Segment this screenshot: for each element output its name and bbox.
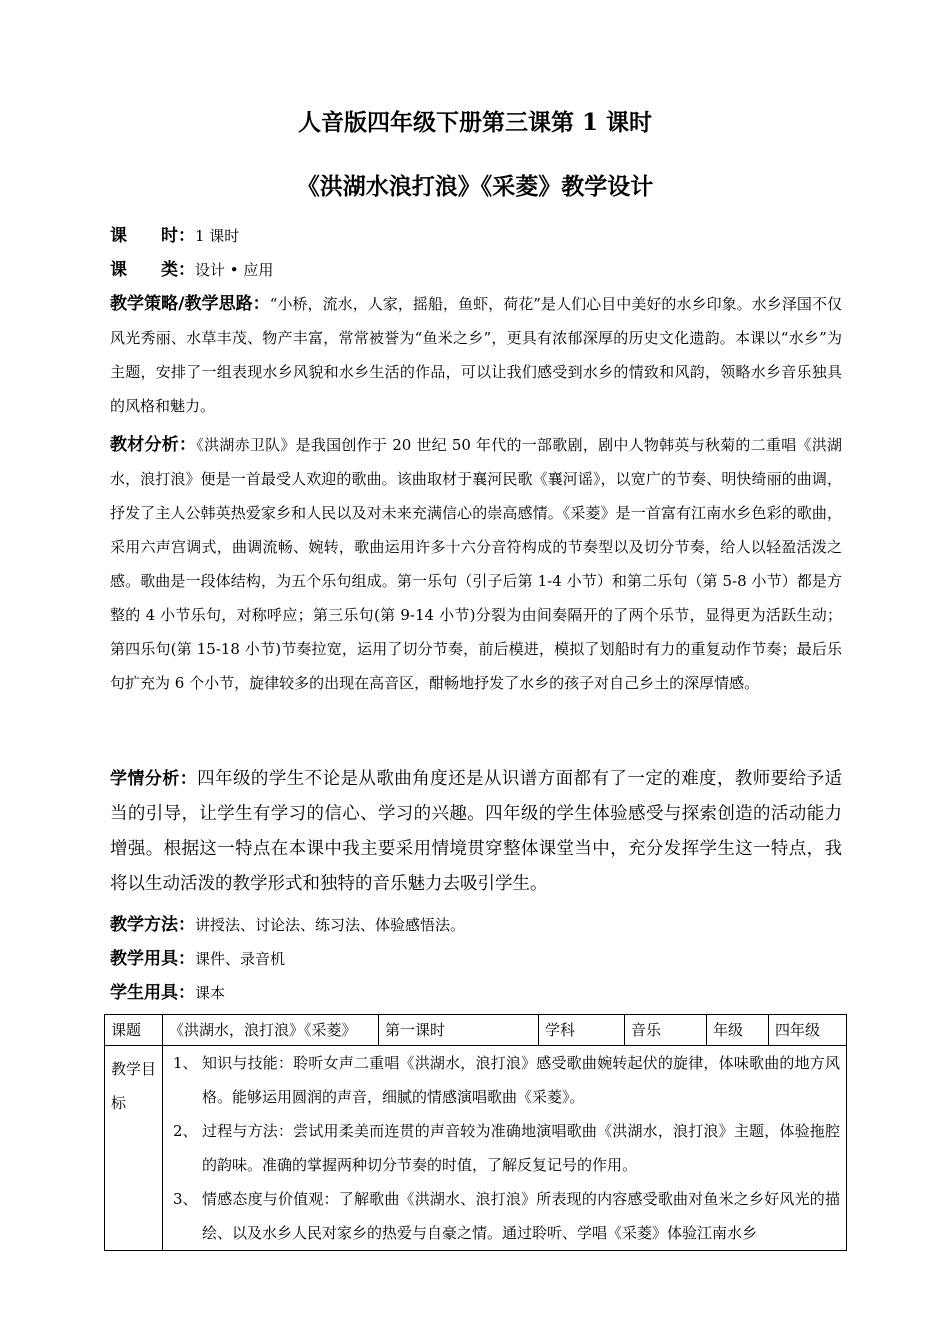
grade-label-cell: 年级 xyxy=(707,1015,769,1046)
student-tools-row xyxy=(110,976,842,1010)
topic-label-cell: 课题 xyxy=(105,1015,163,1046)
document-title-line-2: 《洪湖水浪打浪》《采菱》教学设计 xyxy=(296,173,654,200)
class-type-row xyxy=(110,253,842,287)
class-hours-value: 1 课时 xyxy=(195,227,240,245)
methods-row xyxy=(110,908,842,942)
goal-text: 过程与方法：尝试用柔美而连贯的声音较为准确地演唱歌曲《洪湖水，浪打浪》主题，体验拖腔的韵味。准确的掌握两种切分节奏的时值，了解反复记号的作用。 xyxy=(202,1122,840,1174)
goals-row xyxy=(105,1046,847,1251)
student-tools-text: 课本 xyxy=(195,984,226,1002)
students-text: 四年级的学生不论是从歌曲角度还是从识谱方面都有了一定的难度，教师要给予适当的引导，让学生有学习的信心、学习的兴趣。四年级的学生体验感受与探索创造的活动能力增强。根据这一特点在本课中我主要采用情境贯穿整体课堂当中，充分发挥学生这一特点，我将以生动活泼的教学形式和独特的音乐魅力去吸引学生。 xyxy=(110,769,842,894)
goal-number: 1、 xyxy=(173,1054,198,1072)
students-label: 学情分析： xyxy=(110,769,198,789)
students-paragraph xyxy=(110,762,842,902)
methods-text: 讲授法、讨论法、练习法、体验感悟法。 xyxy=(195,916,466,934)
material-label: 教材分析： xyxy=(110,435,197,455)
material-text: 《洪湖赤卫队》是我国创作于 20 世纪 50 年代的一部歌剧，剧中人物韩英与秋菊的二重唱《洪湖水，浪打浪》便是一首最受人欢迎的歌曲。该曲取材于襄河民歌《襄河谣》，以宽广的节奏、明快绮丽的曲调，抒发了主人公韩英热爱家乡和人民以及对未来充满信心的崇高感情。《采菱》是一首富有江南水乡色彩的歌曲，采用六声宫调式，曲调流畅、婉转，歌曲运用许多十六分音符构成的节奏型以及切分节奏，给人以轻盈活泼之感。歌曲是一段体结构，为五个乐句组成。第一乐句（引子后第 1-4 小节）和第二乐句（第 5-8 小节）都是方整的 4 小节乐句，对称呼应；第三乐句(第 9-14 小节)分裂为由间奏隔开的了两个乐节，显得更为活跃生动；第四乐句(第 15-18 小节)节奏拉宽，运用了切分节奏，前后模进，模拟了划船时有力的重复动作节奏；最后乐句扩充为 6 个小节，旋律较多的出现在高音区，酣畅地抒发了水乡的孩子对自己乡土的深厚情感。 xyxy=(110,436,842,692)
lesson-cell: 第一课时 xyxy=(379,1015,539,1046)
goals-label-cell: 教学目标 xyxy=(105,1046,163,1251)
class-type-label: 课 类： xyxy=(110,260,195,280)
class-type-value: 设计 • 应用 xyxy=(195,261,274,279)
class-hours-label: 课 时： xyxy=(110,226,195,246)
teacher-tools-text: 课件、录音机 xyxy=(195,950,286,968)
student-tools-label: 学生用具： xyxy=(110,983,195,1003)
teacher-tools-label: 教学用具： xyxy=(110,949,195,969)
goal-text: 情感态度与价值观：了解歌曲《洪湖水、浪打浪》所表现的内容感受歌曲对鱼米之乡好风光的描绘、以及水乡人民对家乡的热爱与自豪之情。通过聆听、学唱《采菱》体验江南水乡 xyxy=(202,1190,840,1242)
class-hours-row xyxy=(110,219,842,253)
goal-item xyxy=(169,1182,840,1250)
lesson-info-table xyxy=(104,1014,847,1251)
goal-item xyxy=(169,1114,840,1182)
goal-number: 3、 xyxy=(173,1190,198,1208)
goal-item xyxy=(169,1046,840,1114)
goal-text: 知识与技能：聆听女声二重唱《洪湖水，浪打浪》感受歌曲婉转起伏的旋律，体味歌曲的地方风格。能够运用圆润的声音，细腻的情感演唱歌曲《采菱》。 xyxy=(202,1054,840,1106)
material-paragraph xyxy=(110,428,842,700)
teacher-tools-row xyxy=(110,942,842,976)
goal-number: 2、 xyxy=(173,1122,198,1140)
strategy-paragraph xyxy=(110,287,842,423)
strategy-label: 教学策略/教学思路： xyxy=(110,294,270,314)
document-title-line-1: 人音版四年级下册第三课第 1 课时 xyxy=(297,109,653,136)
subject-value-cell: 音乐 xyxy=(625,1015,707,1046)
topic-value-cell: 《洪湖水，浪打浪》《采菱》 xyxy=(163,1015,379,1046)
subject-label-cell: 学科 xyxy=(539,1015,625,1046)
methods-label: 教学方法： xyxy=(110,915,195,935)
strategy-text: “小桥，流水，人家，摇船，鱼虾，荷花”是人们心目中美好的水乡印象。水乡泽国不仅风光秀丽、水草丰茂、物产丰富，常常被誉为“鱼米之乡”，更具有浓郁深厚的历史文化遗韵。本课以“水乡”为主题，安排了一组表现水乡风貌和水乡生活的作品，可以让我们感受到水乡的情致和风韵，领略水乡音乐独具的风格和魅力。 xyxy=(110,295,842,415)
goals-content-cell xyxy=(163,1046,847,1251)
table-header-row xyxy=(105,1015,847,1046)
grade-value-cell: 四年级 xyxy=(769,1015,847,1046)
goals-list xyxy=(169,1046,840,1250)
